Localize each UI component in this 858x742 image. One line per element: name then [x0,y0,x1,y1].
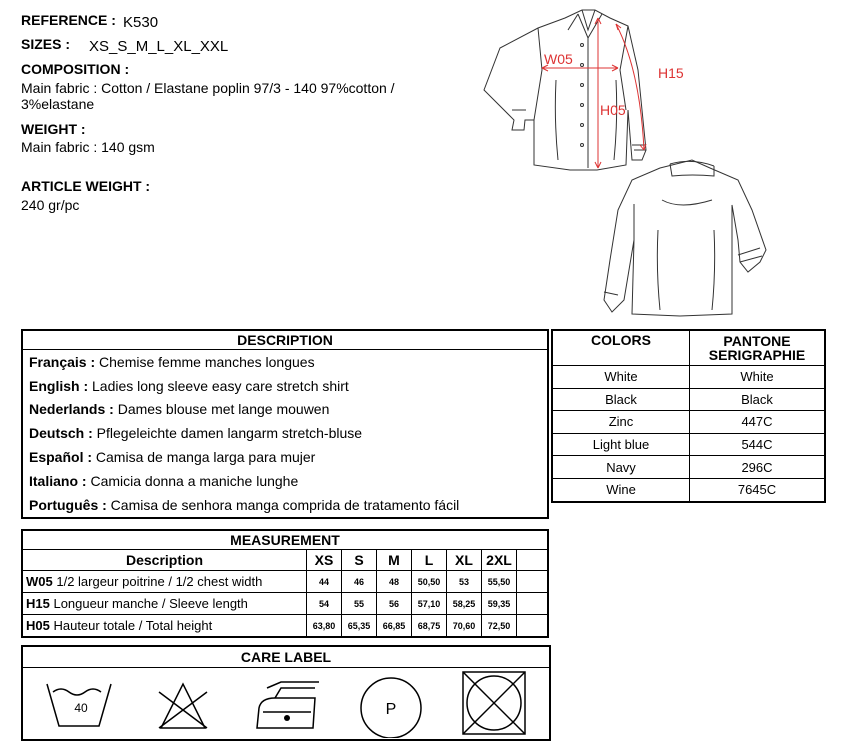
label-w05: W05 [544,51,573,67]
iron-low-icon [257,682,319,728]
table-row: Navy 296C [552,456,825,479]
size-header: XL [447,550,482,571]
weight-label: WEIGHT : [21,121,86,137]
description-row: Deutsch : Pflegeleichte damen langarm stretch-bluse [29,425,363,442]
sizes-label: SIZES : [21,36,71,52]
description-row: Português : Camisa de senhora manga comprida de tratamento fácil [29,496,460,513]
description-row: Español : Camisa de manga larga para mujer [29,449,316,466]
description-row: English : Ladies long sleeve easy care stretch shirt [29,377,349,394]
reference-value: K530 [123,14,159,31]
colors-header: COLORS [552,330,690,366]
colors-table [551,329,826,503]
sizes-value: XS_S_M_L_XL_XXL [89,38,229,55]
table-row: H15 Longueur manche / Sleeve length 54 55 56 57,10 58,25 59,35 [22,593,548,615]
pantone-header: PANTONE SERIGRAPHIE [690,330,826,366]
description-row: Italiano : Camicia donna a maniche lunghe [29,472,299,489]
label-h15: H15 [658,65,684,81]
table-row: H05 Hauteur totale / Total height 63,80 65,35 66,85 68,75 70,60 72,50 [22,615,548,638]
wash-temp-label: 40 [74,701,88,715]
no-tumble-dry-icon [463,672,525,734]
description-row: Français : Chemise femme manches longues [29,353,315,370]
size-header: L [412,550,447,571]
dryclean-letter: P [385,701,397,718]
no-bleach-icon [159,684,207,728]
article-weight-label: ARTICLE WEIGHT : [21,178,151,194]
description-row: Nederlands : Dames blouse met lange mouwen [29,401,330,418]
table-row: W05 1/2 largeur poitrine / 1/2 chest width 44 46 48 50,50 53 55,50 [22,571,548,593]
iron-dot-icon [284,715,290,721]
reference-label: REFERENCE : [21,12,116,28]
size-header: M [377,550,412,571]
size-header: S [342,550,377,571]
composition-line-1: Main fabric : Cotton / Elastane poplin 97/3 - 140 97%cotton / [21,80,395,96]
measurement-title: MEASUREMENT [22,530,548,550]
care-label-title: CARE LABEL [23,647,549,668]
table-row: Wine 7645C [552,478,825,501]
measurement-table [21,529,549,638]
description-title: DESCRIPTION [22,330,548,350]
label-h05: H05 [600,102,626,118]
composition-line-2: 3%elastane [21,96,95,112]
table-row: Zinc 447C [552,411,825,434]
shirt-drawing [470,0,800,325]
measurement-description-header: Description [22,550,307,571]
table-row: Light blue 544C [552,433,825,456]
composition-label: COMPOSITION : [21,61,130,77]
article-weight-value: 240 gr/pc [21,197,80,213]
table-row: White White [552,366,825,389]
care-label-box [21,645,551,741]
shirt-back-icon [604,160,766,316]
size-header: 2XL [482,550,517,571]
description-table [21,329,549,519]
shirt-front-icon [484,10,646,170]
care-icons [23,668,549,738]
table-row: Black Black [552,388,825,411]
size-header: XS [307,550,342,571]
weight-value: Main fabric : 140 gsm [21,139,155,155]
size-header-empty [517,550,549,571]
